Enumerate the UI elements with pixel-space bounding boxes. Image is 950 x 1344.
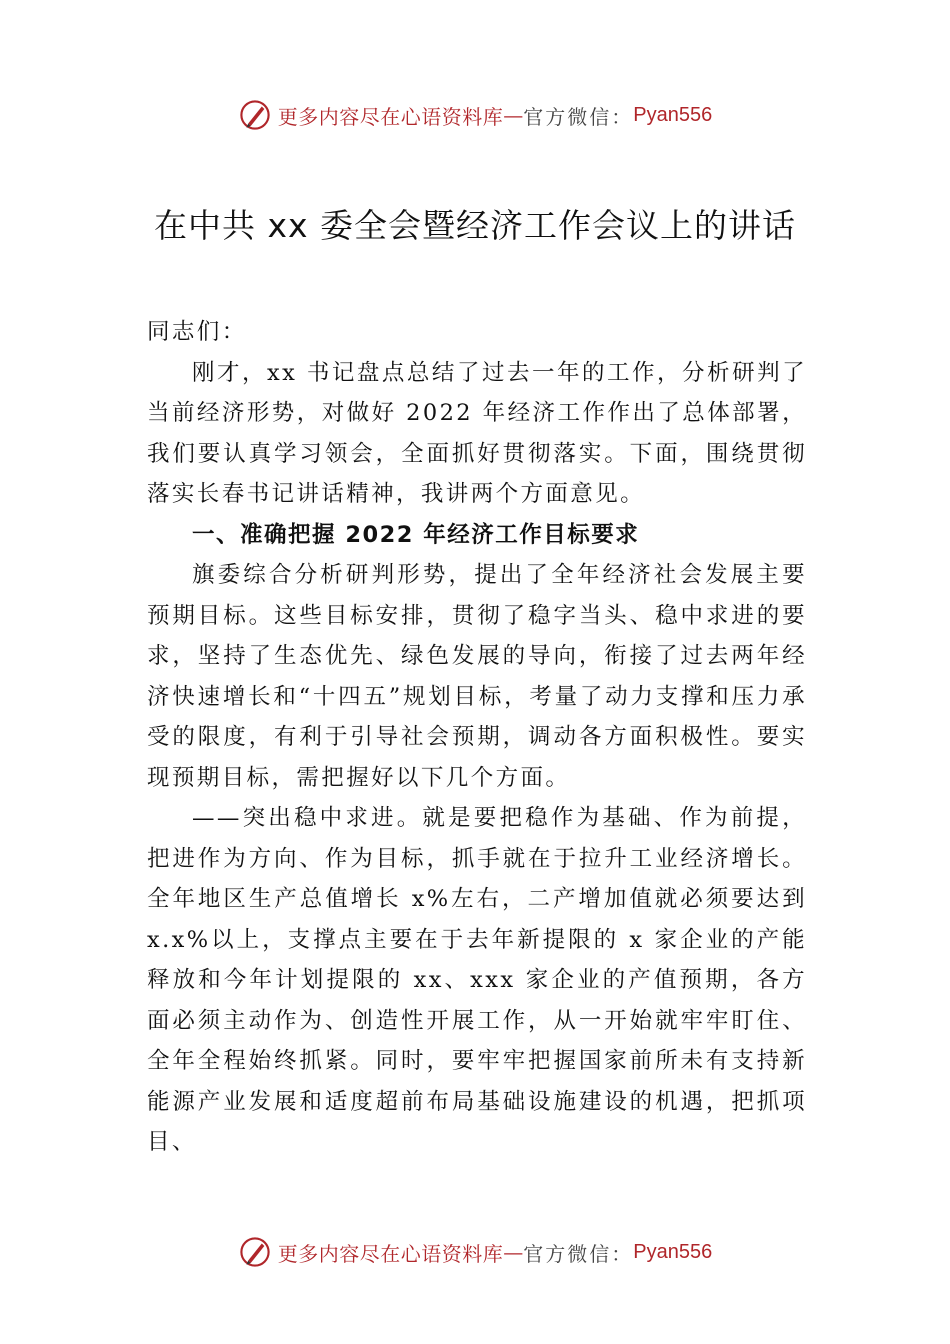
watermark-banner-top xyxy=(0,95,950,135)
watermark-brand: 更多内容尽在心语资料库 xyxy=(277,1241,504,1266)
watermark-separator: — xyxy=(503,1240,524,1264)
paragraph: 刚才，xx 书记盘点总结了过去一年的工作，分析研判了当前经济形势，对做好 2022 年经济工作作出了总体部署，我们要认真学习领会，全面抓好贯彻落实。下面，围绕贯彻落实长春书记讲话精神，我讲两个方面意见。 xyxy=(147,359,807,507)
pen-logo-icon xyxy=(238,1235,272,1269)
pen-logo-icon xyxy=(238,98,272,132)
watermark-wechat-label: 官方微信： xyxy=(523,104,634,129)
document-title: 在中共 xx 委全会暨经济工作会议上的讲话 xyxy=(153,206,797,245)
watermark-brand: 更多内容尽在心语资料库 xyxy=(277,104,504,129)
watermark-wechat-label: 官方微信： xyxy=(523,1241,634,1266)
watermark-banner-bottom xyxy=(0,1232,950,1272)
salutation: 同志们： xyxy=(147,319,247,345)
watermark-wechat-id: Pyan556 xyxy=(633,1240,713,1263)
document-body xyxy=(147,312,807,1163)
watermark-wechat-id: Pyan556 xyxy=(633,103,713,126)
watermark-separator: — xyxy=(503,103,524,127)
section-heading: 一、准确把握 2022 年经济工作目标要求 xyxy=(192,521,640,548)
paragraph: 旗委综合分析研判形势，提出了全年经济社会发展主要预期目标。这些目标安排，贯彻了稳字当头、稳中求进的要求，坚持了生态优先、绿色发展的导向，衔接了过去两年经济快速增长和“十四五”规划目标，考量了动力支撑和压力承受的限度，有利于引导社会预期，调动各方面积极性。要实现预期目标，需把握好以下几个方面。 xyxy=(147,562,807,791)
paragraph: ——突出稳中求进。就是要把稳作为基础、作为前提，把进作为方向、作为目标，抓手就在于拉升工业经济增长。 全年地区生产总值增长 x%左右，二产增加值就必须要达到 x.x%以上，支撑点主要在于去年新提限的 x 家企业的产能释放和今年计划提限的 xx、xxx 家企业的产值预期，各方面必须主动作为、创造性开展工作，从一开始就牢牢盯住、全年全程始终抓紧。同时，要牢牢把握国家前所未有支持新能源产业发展和适度超前布局基础设施建设的机遇，把抓项目、 xyxy=(147,805,807,1155)
